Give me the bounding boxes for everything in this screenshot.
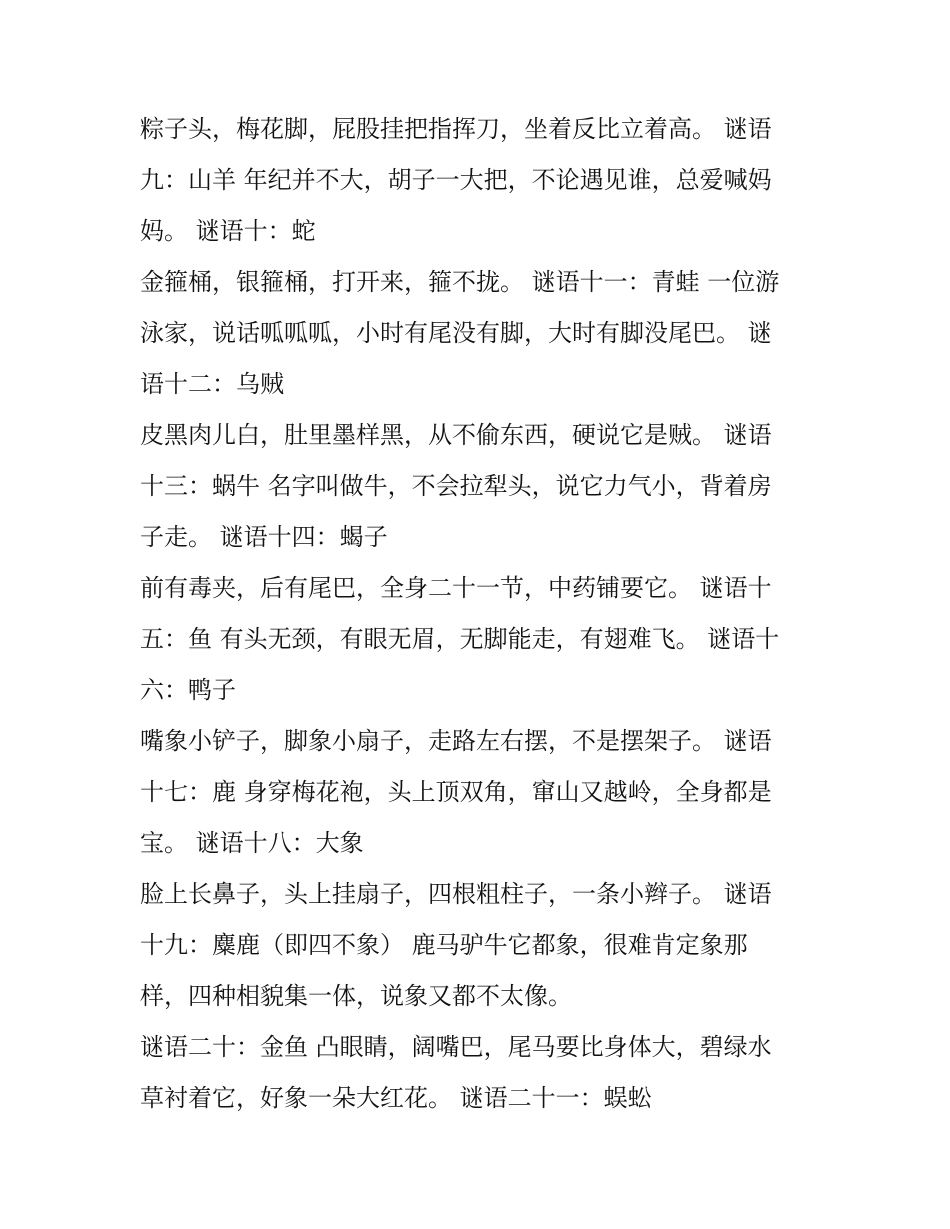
text-line: 样，四种相貌集一体，说象又都不太像。 xyxy=(140,982,572,1010)
text-line: 皮黑肉儿白，肚里墨样黑，从不偷东西，硬说它是贼。 谜语 xyxy=(140,421,772,449)
text-line: 金箍桶，银箍桶，打开来，箍不拢。 谜语十一：青蛙 一位游 xyxy=(140,268,780,296)
text-line: 脸上长鼻子，头上挂扇子，四根粗柱子，一条小辫子。 谜语 xyxy=(140,880,772,908)
text-line: 草衬着它，好象一朵大红花。 谜语二十一：蜈蚣 xyxy=(140,1084,652,1112)
text-line: 十七：鹿 身穿梅花袍，头上顶双角，窜山又越岭，全身都是 xyxy=(140,778,772,806)
text-line: 嘴象小铲子，脚象小扇子，走路左右摆，不是摆架子。 谜语 xyxy=(140,727,772,755)
text-line: 十九：麋鹿（即四不象） 鹿马驴牛它都象，很难肯定象那 xyxy=(140,931,748,959)
text-line: 宝。 谜语十八：大象 xyxy=(140,829,364,857)
text-line: 六：鸭子 xyxy=(140,676,236,704)
text-line: 语十二：乌贼 xyxy=(140,370,284,398)
text-line: 五：鱼 有头无颈，有眼无眉，无脚能走，有翅难飞。 谜语十 xyxy=(140,625,780,653)
text-line: 妈。 谜语十：蛇 xyxy=(140,217,316,245)
text-line: 泳家，说话呱呱呱，小时有尾没有脚，大时有脚没尾巴。 谜 xyxy=(140,319,772,347)
riddle-text-block xyxy=(140,104,805,1124)
text-line: 粽子头，梅花脚，屁股挂把指挥刀，坐着反比立着高。 谜语 xyxy=(140,115,772,143)
text-line: 子走。 谜语十四：蝎子 xyxy=(140,523,388,551)
text-line: 十三：蜗牛 名字叫做牛，不会拉犁头，说它力气小，背着房 xyxy=(140,472,772,500)
text-line: 谜语二十：金鱼 凸眼睛，阔嘴巴，尾马要比身体大，碧绿水 xyxy=(140,1033,772,1061)
text-line: 九：山羊 年纪并不大，胡子一大把，不论遇见谁，总爱喊妈 xyxy=(140,166,772,194)
text-line: 前有毒夹，后有尾巴，全身二十一节，中药铺要它。 谜语十 xyxy=(140,574,772,602)
